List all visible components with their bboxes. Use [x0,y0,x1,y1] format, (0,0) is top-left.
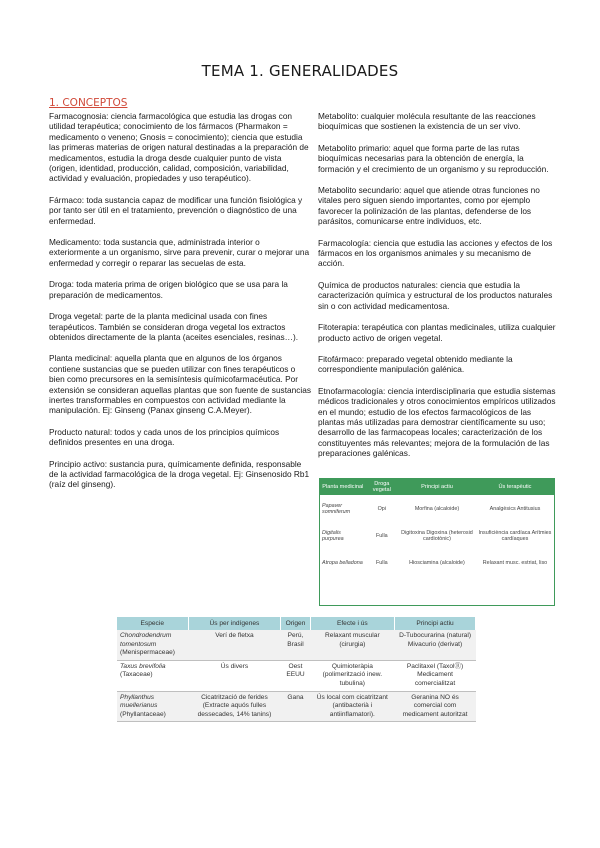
table-cell: Quimioteràpia (polimerització inew. tubulina) [310,660,394,691]
definition-farmacognosia: Farmacognosia: ciencia farmacológica que estudia las drogas con utilidad terapéutica; conocimiento de los fármacos (Pharmakon = medicamento o veneno; Gnosis = conocimiento); ciencia que estudia las primeras materias de origen natural destinadas a la preparación de medicamentos, estudia la droga desde cualquier punto de vista (origen, identidad, producción, calidad, composición, variabilidad, actividad y evaluación, propiedades y uso terapéutico). [49,111,309,184]
definition-planta-medicinal: Planta medicinal: aquella planta que en algunos de los órganos contiene sustancias que se pueden utilizar con fines terapéuticos o bien como precursores en la semisíntesis químicofarmacéutica. Por extensión se consideran aquellas plantas que son fuente de sustancias inertes transformables en compuestos con actividad mediante la manipulación. Ej: Ginseng (Panax ginseng C.A.Meyer). [49,353,311,416]
table-cell: Morfina (alcaloide) [414,505,460,512]
definition-producto-natural: Producto natural: todos y cada unos de los principios químicos definidos presentes en una droga. [49,426,280,448]
table-cell: Insuficiència cardíaca Arítmies cardíaques [478,529,552,542]
plant-table-header: Principi actiu [398,479,476,495]
species-family: (Phyllantaceae) [120,710,166,718]
definition-quimica-productos-naturales: Química de productos naturales: ciencia que estudia la caracterización química y estructural de los productos naturales sin o con actividad medicamentosa. [318,279,553,311]
definition-farmacologia: Farmacología: ciencia que estudia las acciones y efectos de los fármacos en los organismos animales y su mecanismo de acción. [318,237,553,269]
table-cell: Paclitaxel (TaxolⓇ) Medicament comercialitzat [395,660,476,691]
table-cell: Fulla [375,532,388,539]
species-table [117,617,476,722]
table-cell: Ús local com cicatritzant (antibacterià i antiinflamatori). [310,691,394,722]
table-cell: Digitoxina Digoxina (heterosid cardiotònic) [401,529,473,542]
table-cell: Ús divers [188,660,281,691]
table-cell: Fulla [375,559,388,566]
section-heading: 1. CONCEPTOS [49,97,128,109]
table-cell: Gana [281,691,310,722]
species-table-header: Especie [117,617,188,630]
definition-etnofarmacologia: Etnofarmacología: ciencia interdisciplinaria que estudia sistemas médicos tradicionales y otros conocimientos empíricos utilizados en el mundo; estudio de los efectos farmacológicos de las plantas más utilizadas para demostrar científicamente su uso; desarrollo de las farmacopeas locales; caracterización de los constituyentes más relevantes; mejora de la formulación de las preparaciones galénicas. [318,385,556,459]
table-row [320,522,554,549]
table-row [117,660,476,691]
definition-principio-activo: Principio activo: sustancia pura, químicamente definida, responsable de la actividad farmacológica de la droga vegetal. Ej: Ginsenosido Rb1 (raíz del ginseng). [49,458,310,490]
table-row [117,691,476,722]
table-cell: Relaxant muscular (cirurgia) [310,630,394,660]
species-name: Taxus brevifolia [120,662,166,670]
table-cell: Opi [377,505,386,512]
species-family: (Menispermaceae) [120,649,175,657]
species-table-header: Principi actiu [395,617,476,630]
plant-table [319,478,555,606]
definition-farmaco: Fármaco: toda sustancia capaz de modificar una función fisiológica y por tanto ser útil en el tratamiento, prevención o diagnóstico de una enfermedad. [49,194,303,226]
left-column [49,111,311,501]
table-cell [117,630,188,660]
definition-droga: Droga: toda materia prima de origen biológico que se usa para la preparación de medicamentos. [49,279,288,300]
table-cell: Atropa belladona [322,559,363,566]
plant-table-header: Droga vegetal [366,479,398,495]
table-cell: Oest EEUU [281,660,310,691]
table-cell: Digitalis purpurea [322,529,344,542]
table-cell: Perú, Brasil [281,630,310,660]
plant-table-header: Ús terapèutic [476,479,554,495]
species-name: Chondrodendrum tomentosum [120,632,172,648]
table-cell: Geranina NO és comercial com medicament autoritzat [395,691,476,722]
table-row [320,495,554,522]
table-row [320,549,554,576]
table-row [117,630,476,660]
species-name: Phyllanthus muellerianus [120,693,158,710]
definition-metabolito-secundario: Metabolito secundario: aquel que atiende otras funciones no vitales pero siguen siendo importantes, como por ejemplo favorecer la polinización de las plantas, defenderse de los parásitos, comunicarse entre individuos, etc. [318,185,540,227]
table-cell: Verí de fletxa [188,630,281,660]
table-cell: Cicatrització de ferides (Extracte aquós fulles dessecades, 14% tanins) [188,691,281,722]
table-cell: Relaxant musc. estriat, liso [482,559,548,566]
definition-metabolito-primario: Metabolito primario: aquel que forma parte de las rutas bioquímicas necesarias para la obtención de energía, la formación y el crecimiento de un organismo y su reproducción. [318,142,549,174]
definition-fitoterapia: Fitoterapia: terapéutica con plantas medicinales, utiliza cualquier producto activo de origen vegetal. [318,322,556,343]
definition-metabolito: Metabolito: cualquier molécula resultante de las reacciones bioquímicas que sostienen la existencia de un ser vivo. [318,111,536,132]
table-cell: Analgèsics Antitusius [489,505,541,512]
species-family: (Taxaceae) [120,671,153,679]
table-cell: D-Tubocurarina (natural) Mivacurio (derivat) [395,630,476,660]
right-column [318,111,558,470]
plant-table-header: Planta medicinal [320,479,366,495]
table-cell: Hiosciamina (alcaloide) [409,559,465,566]
table-cell: Papaver somniferum [322,502,351,515]
page-title: TEMA 1. GENERALIDADES [201,62,399,80]
species-table-header: Efecte i ús [310,617,394,630]
definition-droga-vegetal: Droga vegetal: parte de la planta medicinal usada con fines terapéuticos. También se consideran droga vegetal los extractos obtenidos directamente de la planta (aceites esenciales, resinas…). [49,311,299,342]
table-cell [117,660,188,691]
definition-medicamento: Medicamento: toda sustancia que, administrada interior o exteriormente a un organismo, sirve para prevenir, curar o mejorar una enfermedad y corregir o reparar las secuelas de esta. [49,237,310,268]
definition-fitofarmaco: Fitofármaco: preparado vegetal obtenido mediante la correspondiente manipulación galénica. [318,353,513,375]
species-table-header: Ús per indígenes [188,617,281,630]
table-cell [117,691,188,722]
species-table-header: Origen [281,617,310,630]
